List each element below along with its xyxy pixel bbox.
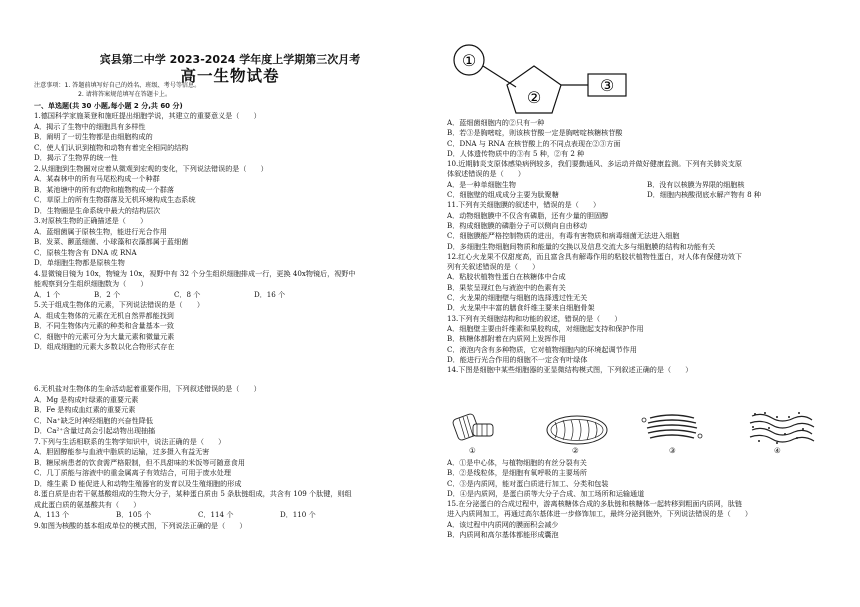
text-line: 5.关于组成生物体的元素，下列说法错误的是（ ） [34,300,204,309]
text-line: C．③是内质网，能对蛋白质进行加工、分类和包装 [447,478,609,488]
text-line: D．④是内质网，是蛋白质等大分子合成、加工场所和运输通道 [447,488,645,498]
text-line: D．Ca²⁺含量过高会引起动物出现抽搐 [34,426,156,435]
text-line: 8.蛋白质是由若干氨基酸组成的生物大分子，某种蛋白质由 5 条肽链组成，共含有 109 个肽键，则组 [34,489,352,498]
text-line: 13.下列有关细胞结构和功能的叙述，错误的是（ ） [447,313,622,323]
text-line: D．火龙果中丰富的膳食纤维主要来自细胞骨架 [447,303,595,313]
organelle-label-1: ① [469,446,476,455]
text-line: 3.对原核生物的正确描述是（ ） [34,216,148,225]
notice-line-1: 注意事项：1. 答题前填写好自己的姓名、班级、考号等信息。 [34,82,201,89]
text-line: B．阐明了一切生物都是由细胞构成的 [34,132,153,141]
text-line: C．细胞中的元素可分为大量元素和微量元素 [34,331,175,341]
text-line: B．糖尿病患者的饮食需严格限制，但不具甜味的米饭等可随意食用 [34,457,245,467]
text-line: 11.下列有关细胞膜的叙述中，错误的是（ ） [447,200,601,210]
q8-options [34,510,426,521]
text-line: C．细胞膜能严格控制物质的进出，有毒有害物质和病毒细菌无法进入细胞 [447,231,680,241]
organelle-3-drawing [642,415,702,438]
left-question-block-1 [34,111,426,353]
text-line: D．单细胞生物都是原核生物 [34,258,125,267]
text-line: C．DNA 与 RNA 在核苷酸上的不同点表现在②③方面 [447,138,621,148]
organelle-4-drawing [750,412,814,444]
q4-options [34,290,426,301]
left-question-block-2 [34,384,426,531]
exam-subtitle: 高一生物试卷 [180,67,280,85]
text-line: D．组成细胞的元素大多数以化合物形式存在 [34,342,175,351]
text-line: C．几丁质能与溶液中的重金属离子有效结合，可用于废水处理 [34,468,231,477]
text-line: A．动物细胞膜中不仅含有磷脂，还有少量的胆固醇 [447,210,609,220]
text-line: D．维生素 D 能促进人和动物生殖器官的发育以及生殖细胞的形成 [34,478,242,488]
text-line: 4.显微镜目镜为 10x，物镜为 10x，视野中有 32 个分生组织细胞排成一行，更换 40x物镜后，视野中 [34,268,356,278]
label-2: ② [526,88,542,107]
text-line: B．某池塘中的所有动物和植物构成一个群落 [34,184,174,194]
q10-options-row1 [447,180,847,190]
organelle-label-2: ② [572,446,579,455]
text-line: A．Mg 是构成叶绿素的重要元素 [34,394,139,404]
option-c: C．8 个 [174,289,201,299]
organelle-label-3: ③ [669,446,676,455]
q10-options-row2 [447,190,847,200]
text-line: B．核糖体都附着在内质网上发挥作用 [447,334,566,344]
text-line: A．组成生物体的元素在无机自然界都能找到 [34,310,174,320]
text-line: B．果浆呈现红色与液泡中的色素有关 [447,282,566,292]
organelle-diagram [447,410,847,448]
text-line: C．Na⁺缺乏时神经细胞的兴奋性降低 [34,415,153,425]
text-line: C．草原上的所有生物群落及无机环境构成生态系统 [34,195,196,204]
text-line: 9.如图为核酸的基本组成单位的模式图，下列说法正确的是（ ） [34,520,247,530]
text-line: A．该过程中内质网的膜面积会减少 [447,519,559,529]
organelle-label-4: ④ [774,446,781,455]
right-question-block-2 [447,458,847,540]
nucleotide-diagram [449,40,649,116]
option-d: D．110 个 [280,510,316,519]
text-line: A．①是中心体，与植物细胞的有丝分裂有关 [447,458,587,467]
label-3: ③ [599,76,615,95]
text-line: 14.下图是细胞中某些细胞器的亚显微结构模式图，下列叙述正确的是（ ） [447,365,693,375]
text-line: 10.近期肺炎支原体感染病例较多，我们要勤通风、多运动并做好健康监测。下列有关肺炎支原 [447,159,743,169]
text-line: 15.在分泌蛋白的合成过程中，游离核糖体合成的多肽链和核糖体一起转移到粗面内质网，肽链 [447,499,743,509]
text-line: 列有关叙述错误的是（ ） [447,262,540,272]
text-line: 12.红心火龙果不仅甜度高，而且富含具有解毒作用的粘胶状植物性蛋白，对人体有保健功效下 [447,251,743,261]
text-line: 6.无机盐对生物体的生命活动起着重要作用，下列叙述错误的是（ ） [34,384,261,393]
text-line: 7.下列与生活相联系的生物学知识中，说法正确的是（ ） [34,436,226,446]
text-line: B．构成细胞膜的磷脂分子可以侧向自由移动 [447,220,587,230]
text-line: D．人体遗传物质中的③有 5 种，②有 2 种 [447,148,585,158]
text-line: B．不同生物体内元素的种类和含量基本一致 [34,321,174,330]
text-line: C．火龙果的细胞壁与细胞的选择透过性无关 [447,293,588,303]
text-line: A．某森林中的所有马尾松构成一个种群 [34,174,160,183]
text-line: 1.德国科学家施莱登和施旺提出细胞学说，其建立的重要意义是（ ） [34,111,261,120]
option-d: D．细胞内核酸彻底水解产物有 8 种 [647,190,762,200]
text-line: A．蓝细菌属于原核生物，能进行光合作用 [34,226,167,236]
text-line: D．能进行光合作用的细胞不一定含有叶绿体 [447,354,588,364]
text-line: B．若③是胸嘧啶，则该核苷酸一定是胸嘧啶核糖核苷酸 [447,128,623,138]
option-a: A．是一种单细胞生物 [447,179,516,189]
option-b: B．105 个 [116,510,152,519]
option-b: B．2 个 [94,289,121,299]
text-line: 成此蛋白质的氨基酸共有（ ） [34,499,141,509]
option-c: C．114 个 [198,510,234,519]
text-line: 进入内质网加工，再通过高尔基体进一步修饰加工，最终分泌到胞外，下列说法错误的是（ ） [447,509,753,519]
label-1: ① [461,51,477,70]
text-line: B．发菜、颤蓝细菌、小球藻和衣藻都属于蓝细菌 [34,237,189,246]
text-line: D．生物圈是生命系统中最大的结构层次 [34,205,161,215]
text-line: 能观察到分生组织细胞数为（ ） [34,279,148,288]
option-d: D．16 个 [254,289,286,299]
right-question-block-1 [447,118,847,375]
text-line: A．胆固醇能参与血液中脂质的运输，过多摄入有益无害 [34,447,210,456]
text-line: C．液泡内含有多种物质，它对植物细胞内的环境起调节作用 [447,344,637,354]
text-line: B．内质网和高尔基体都能形成囊泡 [447,530,559,540]
exam-title: 宾县第二中学 2023-2024 学年度上学期第三次月考 [99,53,361,66]
text-line: A．细胞壁主要由纤维素和果胶构成，对细胞起支持和保护作用 [447,323,644,333]
text-line: C．使人们认识到植物和动物有着完全相同的结构 [34,142,189,152]
organelle-2-drawing [547,416,607,444]
option-c: C．细胞壁的组成成分主要为肽聚糖 [447,190,559,200]
text-line: 体叙述错误的是（ ） [447,169,526,179]
section-heading: 一、单选题(共 30 小题,每小题 2 分,共 60 分) [34,102,183,110]
text-line: A．粘胶状植物性蛋白在核糖体中合成 [447,272,566,282]
text-line: 2.从细胞到生物圈对应着从微观到宏观的变化，下列说法错误的是（ ） [34,163,268,173]
text-line: B．②是线粒体，是细胞有氧呼吸的主要场所 [447,468,587,478]
text-line: A．揭示了生物中的细胞具有多样性 [34,121,146,131]
text-line: B．Fe 是构成血红素的重要元素 [34,405,136,414]
option-a: A．1 个 [34,289,61,299]
bond-line [483,66,516,87]
text-line: D．揭示了生物界的统一性 [34,153,118,162]
notice-line-2: 2. 请将答案规范填写在答题卡上。 [78,91,172,98]
option-b: B．没有以核膜为界限的细胞核 [647,179,745,189]
option-a: A．113 个 [34,510,70,519]
text-line: C．原核生物含有 DNA 或 RNA [34,247,137,257]
organelle-1-drawing [452,413,493,441]
text-line: D．多细胞生物细胞间物质和能量的交换以及信息交流大多与细胞膜的结构和功能有关 [447,241,716,251]
text-line: A．蓝细菌细胞内的②只有一种 [447,118,545,127]
